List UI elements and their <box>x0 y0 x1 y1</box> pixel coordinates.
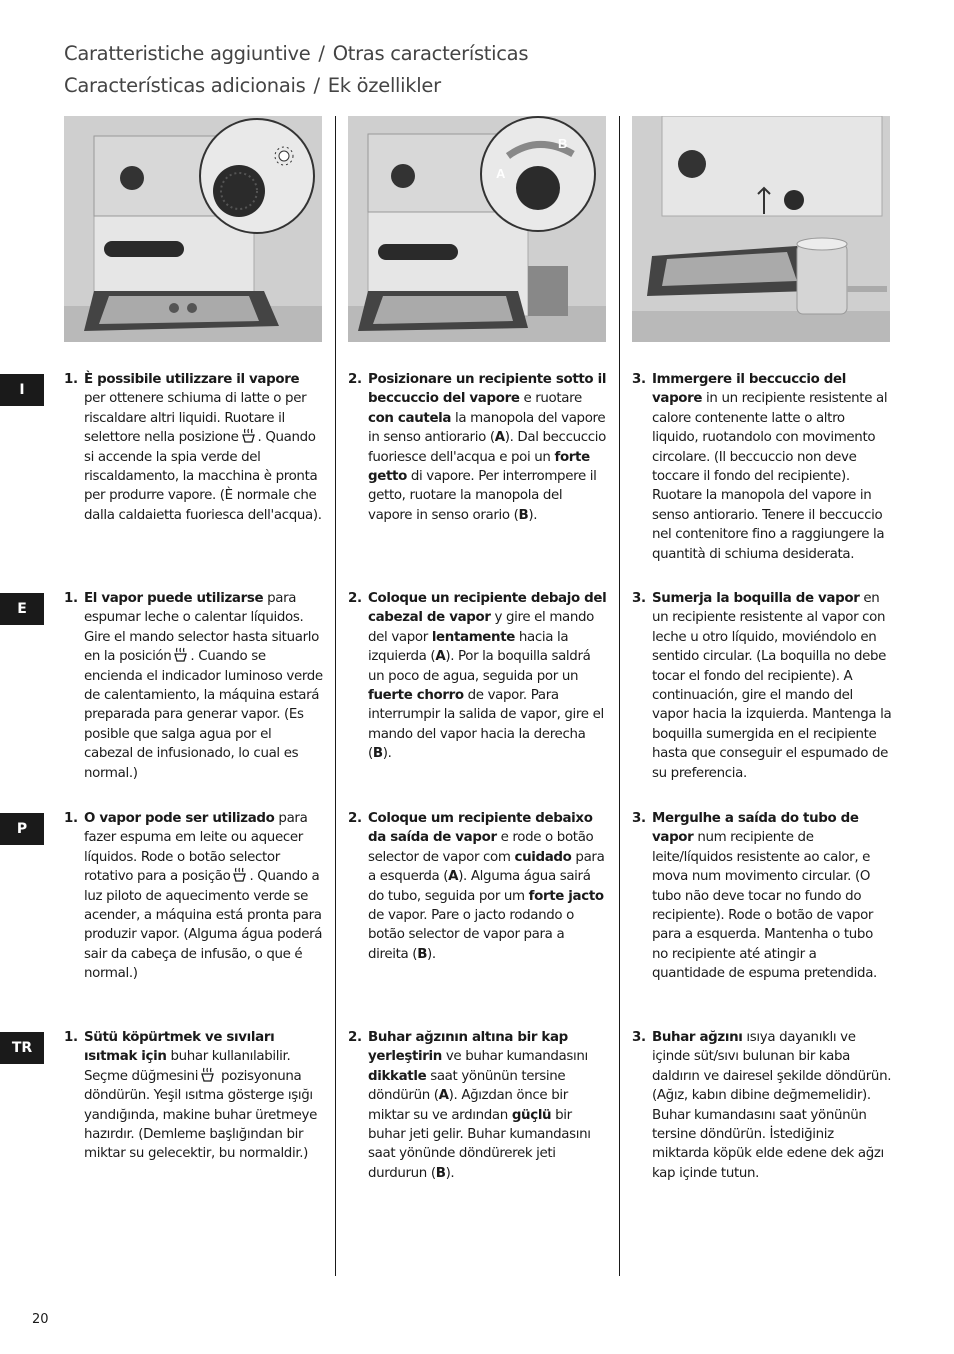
step-italian-1 <box>64 370 324 525</box>
step-text: . Quando a luz piloto de aquecimento verde se acender, a máquina está pronta para produzir vapor. (Alguma água poderá sair da cabeça de infusão, o que é normal.) <box>84 869 323 982</box>
step-bold: El vapor puede utilizarse <box>84 591 264 606</box>
step-text: bir buhar jeti gelir. Buhar kumandasını saat yönünde döndürerek jeti durdurun ( <box>368 1107 591 1181</box>
title-italian: Caratteristiche aggiuntive <box>64 42 311 65</box>
step-text: di vapore. Per interrompere il getto, ruotare la manopola del vapore in senso orario ( <box>368 469 597 523</box>
step-number: 1. <box>64 591 78 606</box>
column-divider-1 <box>335 116 336 1276</box>
step-text: de vapor. Pare o jacto rodando o botão selector de vapor para a direita ( <box>368 908 574 962</box>
photo-label-a: A <box>496 166 506 181</box>
step-text: de vapor. Para interrumpir la salida de vapor, gire el mando del vapor hacia la derecha ( <box>368 688 604 762</box>
step-spanish-3 <box>632 589 892 783</box>
step-bold: B <box>372 746 383 762</box>
step-bold: Coloque um recipiente debaixo da saída de vapor <box>368 811 593 846</box>
language-tab-spanish: E <box>0 593 44 625</box>
step-bold: B <box>435 1165 446 1181</box>
steam-symbol-icon <box>232 867 247 883</box>
steam-symbol-icon <box>241 428 256 444</box>
step-bold: Posizionare un recipiente sotto il beccuccio del vapore <box>368 372 607 407</box>
step-text: ). <box>445 1165 455 1181</box>
step-text: en un recipiente resistente al vapor con leche u otro líquido, moviéndolo en sentido circular. (La boquilla no debe tocar el fondo del recipiente). A continuación, gire el mando del vapor hacia la izquierda. Mantenga la boquilla sumergida en el recipiente hasta que conseguir el espumado de su preferencia. <box>652 591 892 781</box>
step-portuguese-3 <box>632 809 892 984</box>
step-text: hacia la izquierda ( <box>368 629 569 665</box>
step-number: 2. <box>348 372 362 387</box>
step-text: ). <box>528 507 538 523</box>
step-bold: con cautela <box>368 410 452 426</box>
language-tab-turkish: TR <box>0 1032 44 1064</box>
page-number: 20 <box>32 1312 49 1327</box>
page-title-line-2 <box>64 74 441 97</box>
step-bold: Mergulhe a saída do tubo de vapor <box>652 811 859 846</box>
photo-frothing-milk <box>632 116 890 342</box>
step-bold: Buhar ağzını <box>652 1030 743 1045</box>
step-text: pozisyonuna döndürün. Yeşil ısıtma gösterge ışığı yandığında, makine buhar üretmeye hazırdır. (Demleme başlığından bir miktar su gelecektir, bu normaldir.) <box>84 1068 317 1162</box>
step-text: ). Por la boquilla saldrá un poco de agua, seguida por un <box>368 649 591 684</box>
step-text: e rode o botão selector de vapor com <box>368 830 594 865</box>
title-separator: / <box>313 74 320 97</box>
step-spanish-2 <box>348 589 608 764</box>
step-text: ). Alguma água sairá do tubo, seguida por um <box>368 869 591 904</box>
photo-label-b: B <box>558 136 568 151</box>
title-separator: / <box>318 42 325 65</box>
step-turkish-2 <box>348 1028 608 1183</box>
step-text: buhar kullanılabilir. Seçme düğmesini <box>84 1049 291 1084</box>
step-text: ). <box>427 946 436 962</box>
step-turkish-3 <box>632 1028 892 1183</box>
step-number: 2. <box>348 811 362 826</box>
step-bold: Sütü köpürtmek ve sıvıları ısıtmak için <box>84 1030 275 1065</box>
step-bold: A <box>448 869 459 885</box>
language-tab-portuguese: P <box>0 813 44 845</box>
photo-steam-knob-rotation <box>348 116 606 342</box>
step-bold: güçlü <box>511 1107 552 1123</box>
step-bold: forte jacto <box>528 888 604 904</box>
step-bold: Coloque un recipiente debajo del cabezal de vapor <box>368 591 607 626</box>
step-italian-3 <box>632 370 892 564</box>
step-text: para a esquerda ( <box>368 849 605 885</box>
step-text: saat yönünün tersine döndürün ( <box>368 1068 566 1104</box>
step-text: ). <box>382 746 392 762</box>
step-text: para fazer espuma em leite ou aquecer líquidos. Rode o botão selector rotativo para a posição <box>84 811 308 885</box>
step-number: 3. <box>632 591 646 606</box>
step-italian-2 <box>348 370 608 525</box>
step-spanish-1 <box>64 589 324 783</box>
step-number: 3. <box>632 811 646 826</box>
step-text: in un recipiente resistente al calore contenente latte o altro liquido, ruotandolo con movimento circolare. (Il beccuccio non deve toccare il fondo del recipiente). Ruotare la manopola del vapore in senso antiorario. Tenere il beccuccio nel contenitore fino a raggiungere la quantità di schiuma desiderata. <box>652 391 888 562</box>
step-bold: dikkatle <box>368 1068 427 1084</box>
step-bold: B <box>417 946 428 962</box>
step-number: 1. <box>64 1030 78 1045</box>
steam-symbol-icon <box>173 647 188 663</box>
steam-symbol-icon <box>200 1067 215 1083</box>
title-portuguese: Características adicionais <box>64 74 306 97</box>
step-bold: O vapor pode ser utilizado <box>84 811 275 826</box>
step-text: . Cuando se encienda el indicador luminoso verde de calentamiento, la máquina estará preparada para generar vapor. (Es posible que salga agua por el cabezal de infusionado, lo cual es normal.) <box>84 649 323 781</box>
step-number: 1. <box>64 811 78 826</box>
step-bold: B <box>518 507 529 523</box>
title-turkish: Ek özellikler <box>327 74 441 97</box>
step-number: 2. <box>348 591 362 606</box>
step-bold: cuidado <box>514 849 572 865</box>
step-number: 2. <box>348 1030 362 1045</box>
photo-selector-knob <box>64 116 322 342</box>
step-bold: A <box>438 1088 449 1104</box>
step-text: per ottenere schiuma di latte o per riscaldare altri liquidi. Ruotare il selettore nella posizione <box>84 391 307 446</box>
language-tab-italian: I <box>0 374 44 406</box>
page-title-line-1 <box>64 42 528 65</box>
step-turkish-1 <box>64 1028 324 1164</box>
step-portuguese-2 <box>348 809 608 964</box>
step-bold: forte getto <box>368 449 590 485</box>
step-text: para espumar leche o calentar líquidos. Gire el mando selector hasta situarlo en la posición <box>84 591 319 665</box>
step-text: . Quando si accende la spia verde del riscaldamento, la macchina è pronta per produrre vapore. (È normale che dalla caldaietta fuoriesca dell'acqua). <box>84 430 322 523</box>
step-text: y gire el mando del vapor <box>368 610 595 645</box>
step-bold: fuerte chorro <box>368 688 464 704</box>
step-text: la manopola del vapore in senso antiorario ( <box>368 410 606 446</box>
step-text: ısıya dayanıklı ve içinde süt/sıvı bulunan bir kaba daldırın ve dairesel şekilde döndürün. (Ağız, kabın dibine değmemelidir). Buhar kumandasını saat yönünün tersine döndürün. İstediğiniz miktarda köpük elde edene dek ağzı kap içinde tutun. <box>652 1030 892 1181</box>
step-portuguese-1 <box>64 809 324 984</box>
step-text: e ruotare <box>519 391 582 407</box>
step-bold: Buhar ağzının altına bir kap yerleştirin <box>368 1030 568 1065</box>
step-text: ). Ağızdan önce bir miktar su ve ardından <box>368 1088 568 1123</box>
step-text: ). Dal beccuccio fuoriesce dell'acqua e poi un <box>368 430 606 465</box>
step-text: ve buhar kumandasını <box>441 1049 588 1065</box>
step-number: 3. <box>632 372 646 387</box>
step-bold: A <box>494 430 505 446</box>
step-bold: Immergere il beccuccio del vapore <box>652 372 846 407</box>
step-text: num recipiente de leite/líquidos resistente ao calor, e mova num movimento circular. (O tubo não deve tocar no fundo do recipiente). Rode o botão de vapor para a esquerda. Mantenha o tubo no recipiente até atingir a quantidade de espuma pretendida. <box>652 830 877 982</box>
column-divider-2 <box>619 116 620 1276</box>
step-number: 1. <box>64 372 78 387</box>
step-bold: lentamente <box>431 629 516 645</box>
step-bold: È possibile utilizzare il vapore <box>84 372 300 387</box>
title-spanish: Otras características <box>332 42 529 65</box>
step-bold: A <box>435 649 446 665</box>
step-bold: Sumerja la boquilla de vapor <box>652 591 860 606</box>
step-number: 3. <box>632 1030 646 1045</box>
